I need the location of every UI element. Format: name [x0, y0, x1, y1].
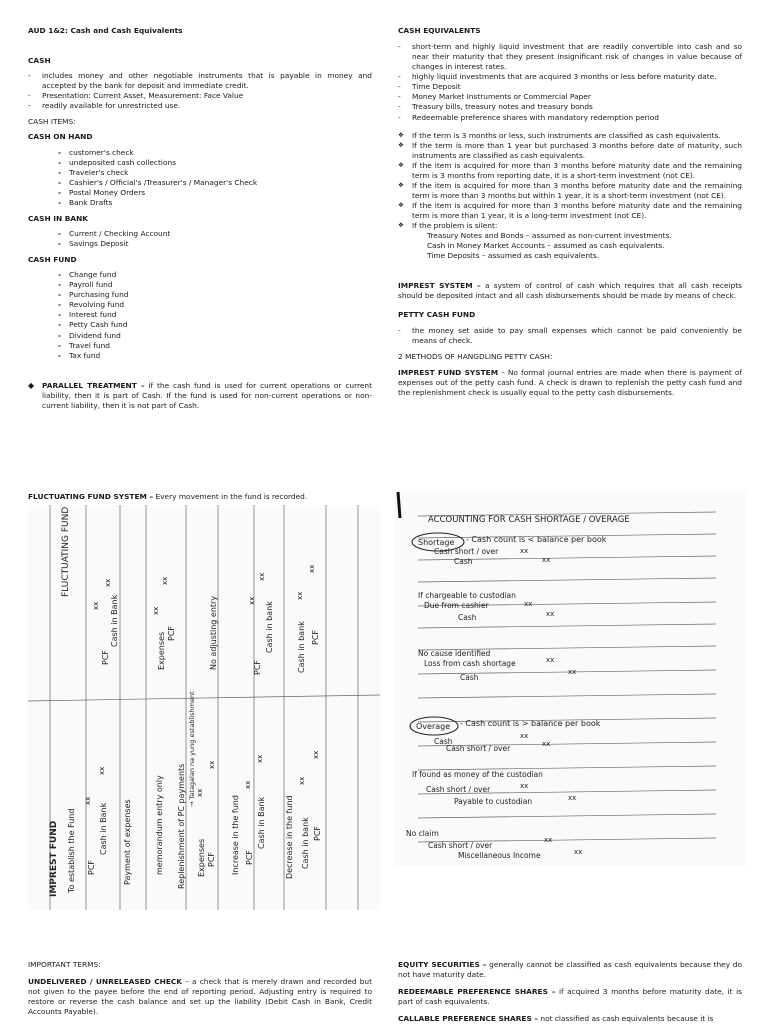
imprest-entry-1-cr-amount: xx: [98, 766, 106, 775]
fluct-entry-1-dr: PCF: [101, 649, 110, 665]
parallel-treatment-term: PARALLEL TREATMENT –: [42, 380, 145, 390]
fluctuating-text: Every movement in the fund is recorded.: [153, 492, 308, 501]
found-dr-amount: xx: [520, 782, 529, 790]
imprest-entry-5-cr-amount: xx: [256, 754, 264, 763]
list-item: - Redeemable preference shares with mandatory redemption period: [398, 113, 742, 123]
fluct-entry-1-cr: Cash in Bank: [110, 594, 119, 647]
shortage-cr: Cash: [454, 557, 473, 566]
notes-fund-systems-drawing: [28, 505, 380, 910]
list-item: - Savings Deposit: [58, 239, 372, 249]
list-item: ❖ If the item is acquired for more than 3 months before maturity date and the remaining term is more than 3 months but within 1 year, it is a short-term investment (not CE).: [398, 181, 742, 201]
callable-term: CALLABLE PREFERENCE SHARES –: [398, 1014, 539, 1024]
petty-cash-list: [398, 326, 742, 346]
imprest-fund-system: [398, 368, 742, 398]
cash-fund-heading: CASH FUND: [28, 255, 77, 265]
list-item: - Revolving fund: [58, 300, 372, 310]
fluct-entry-4-dr-amount: xx: [248, 596, 256, 605]
undelivered-check: [28, 977, 372, 1017]
cash-equivalent-rules: [398, 131, 742, 232]
imprest-entry-5-dr: PCF: [245, 849, 254, 865]
list-item: ❖ If the item is acquired for more than 3 months before maturity date and the remaining term is 3 months from reporting date, it is a short-term investment (not CE).: [398, 161, 742, 181]
imprest-fund-term: IMPREST FUND SYSTEM: [398, 367, 499, 377]
fluct-entry-4-cr: Cash in bank: [265, 601, 274, 653]
callable-text: not classified as cash equivalents because it is: [538, 1014, 714, 1024]
shortage-cr-amount: xx: [542, 556, 551, 564]
cash-in-bank-list: [28, 229, 372, 249]
noclaim-head: No claim: [406, 829, 439, 838]
imprest-margin-note: → Tatagalan na yung establishment: [188, 691, 196, 807]
found-dr: Cash short / over: [426, 785, 491, 794]
list-item: - customer's check: [58, 148, 372, 158]
equity-term: EQUITY SECURITIES –: [398, 960, 487, 969]
right-column: [398, 26, 742, 398]
left-column: [28, 26, 372, 411]
shortage-label: Shortage: [418, 538, 455, 547]
page-title: AUD 1&2: Cash and Cash Equivalents: [28, 26, 183, 35]
fluct-entry-5-cr: PCF: [311, 629, 320, 645]
nocause-dr-amount: xx: [546, 656, 555, 664]
imprest-entry-2-head: Payment of expenses: [123, 799, 132, 885]
imprest-entry-4-cr-amount: xx: [208, 760, 216, 769]
redeemable-term: REDEEMABLE PREFERENCE SHARES –: [398, 987, 556, 997]
list-item: ❖ If the item is acquired for more than 3 months before maturity date and the remaining term is more than 1 year, it is a long-term investment (not CE).: [398, 201, 742, 221]
noclaim-cr-amount: xx: [574, 848, 583, 856]
list-item: - undeposited cash collections: [58, 158, 372, 168]
list-item: - Treasury bills, treasury notes and treasury bonds: [398, 102, 742, 112]
redeemable-text: if acquired 3 months before maturity date, it is part of cash equivalents.: [398, 987, 742, 1007]
fluct-entry-5-cr-amount: xx: [308, 564, 316, 573]
imprest-entry-5-head: Increase in the fund: [231, 795, 240, 875]
found-head: If found as money of the custodian: [412, 770, 543, 779]
fluct-entry-1-dr-amount: xx: [92, 601, 100, 610]
list-item: - short-term and highly liquid investment that are readily convertible into cash and so near their maturity that they present insignificant risk of changes in value because of changes in interest rates.: [398, 42, 742, 72]
custodian-dr: Due from cashier: [424, 601, 489, 610]
redeemable-preference: [398, 987, 742, 1007]
cash-on-hand-heading: CASH ON HAND: [28, 132, 93, 142]
nocause-cr-amount: xx: [568, 668, 577, 676]
imprest-entry-6-dr: Cash in bank: [301, 817, 310, 869]
overage-cr-amount: xx: [542, 740, 551, 748]
list-item: - the money set aside to pay small expenses which cannot be paid conveniently be means of check.: [398, 326, 742, 346]
callable-preference: [398, 1014, 742, 1024]
silent-assumptions: [398, 231, 742, 261]
list-item: - highly liquid investments that are acquired 3 months or less before maturity date.: [398, 72, 742, 82]
list-item: - Purchasing fund: [58, 290, 372, 300]
important-terms: [28, 960, 372, 1017]
undelivered-text: – a check that is merely drawn and recorded but not given to the payee before the end of reporting period. Adjusting entry is required to restore or reverse the cash balance and set up the liability (Debit Cash in Bank, Credit Accounts Payable).: [28, 977, 373, 1017]
fluct-entry-2-dr: Expenses: [157, 631, 166, 670]
imprest-system: [398, 281, 742, 301]
fluct-entry-4-dr: PCF: [253, 659, 262, 675]
cash-on-hand-list: [28, 148, 372, 208]
nocause-head: No cause identified: [418, 649, 491, 658]
list-item: Cash in Money Market Accounts – assumed as cash equivalents.: [427, 241, 665, 251]
fluct-entry-2-cr: PCF: [167, 625, 176, 641]
list-item: Treasury Notes and Bonds – assumed as non-current investments.: [427, 231, 672, 241]
list-item: - Payroll fund: [58, 280, 372, 290]
noclaim-dr-amount: xx: [544, 836, 553, 844]
fluct-entry-4-cr-amount: xx: [258, 572, 266, 581]
imprest-system-text: a system of control of cash which requires that all cash receipts should be deposited intact and all cash disbursements should be made by means of check.: [398, 281, 742, 301]
custodian-cr-amount: xx: [546, 610, 555, 618]
shortage-dr-amount: xx: [520, 547, 529, 555]
parallel-treatment-text: if the cash fund is used for current operations or current liability, then it is part of Cash. If the fund is used for non-current operations or non-current liability, then it is not part of Cash.: [42, 380, 372, 410]
imprest-entry-4-dr: Expenses: [197, 838, 206, 877]
imprest-entry-1-cr: Cash in Bank: [99, 802, 108, 855]
fluct-entry-3-dr: No adjusting entry: [209, 595, 218, 670]
list-item: - Tax fund: [58, 351, 372, 361]
notes-right-title: ACCOUNTING FOR CASH SHORTAGE / OVERAGE: [428, 515, 630, 525]
noclaim-dr: Cash short / over: [428, 841, 493, 850]
imprest-entry-6-dr-amount: xx: [298, 776, 306, 785]
imprest-entry-1-head: To establish the Fund: [67, 808, 76, 893]
list-item: ❖ If the problem is silent:: [398, 221, 742, 231]
cash-equivalents-heading: CASH EQUIVALENTS: [398, 26, 481, 35]
overage-label: Overage: [416, 722, 451, 731]
overage-dr: Cash: [434, 737, 453, 746]
imprest-entry-6-cr-amount: xx: [312, 750, 320, 759]
fluct-entry-2-cr-amount: xx: [161, 576, 169, 585]
custodian-head: If chargeable to custodian: [418, 591, 516, 600]
imprest-entry-1-dr: PCF: [87, 859, 96, 875]
fluct-entry-2-dr-amount: xx: [152, 606, 160, 615]
cash-heading: CASH: [28, 56, 51, 66]
list-item: - Money Market Instruments or Commercial Paper: [398, 92, 742, 102]
overage-cr: Cash short / over: [446, 744, 511, 753]
imprest-entry-5-cr: Cash in Bank: [257, 796, 266, 849]
list-item: - Change fund: [58, 270, 372, 280]
overage-rule: - Cash count is > balance per book: [460, 719, 601, 728]
imprest-entry-5-dr-amount: xx: [244, 780, 252, 789]
list-item: - Time Deposit: [398, 82, 742, 92]
imprest-entry-4-head: Replenishment of PC payments: [177, 763, 186, 889]
imprest-entry-3-head: memorandum entry only: [155, 775, 164, 875]
petty-cash-heading: PETTY CASH FUND: [398, 309, 476, 319]
list-item: - includes money and other negotiable instruments that is payable in money and accepted by the bank for deposit and immediate credit.: [28, 71, 372, 91]
shortage-dr: Cash short / over: [434, 547, 499, 556]
notes-left-imprest-title: IMPREST FUND: [49, 820, 59, 897]
fluct-entry-5-dr-amount: xx: [296, 591, 304, 600]
imprest-entry-6-head: Decrease in the fund: [285, 795, 294, 879]
fluctuating-fund-system: [28, 492, 372, 502]
list-item: ❖ If the term is more than 1 year but purchased 3 months before date of maturity, such instruments are classified as cash equivalents.: [398, 141, 742, 161]
noclaim-cr: Miscellaneous Income: [458, 851, 541, 860]
list-item: - Travel fund: [58, 341, 372, 351]
fluct-entry-5-dr: Cash in bank: [297, 621, 306, 673]
handwritten-notes-fund-systems: [28, 505, 380, 910]
notes-shortage-drawing: [394, 492, 746, 866]
list-item: - Traveler's check: [58, 168, 372, 178]
found-cr-amount: xx: [568, 794, 577, 802]
equity-securities: [398, 960, 742, 980]
shortage-rule: - Cash count is < balance per book: [466, 535, 607, 544]
fluctuating-term: FLUCTUATING FUND SYSTEM –: [28, 492, 154, 501]
list-item: Time Deposits – assumed as cash equivalents.: [427, 251, 600, 261]
cash-in-bank-heading: CASH IN BANK: [28, 213, 88, 223]
list-item: - Presentation: Current Asset, Measurement: Face Value: [28, 91, 372, 101]
imprest-entry-4-dr-amount: xx: [196, 788, 204, 797]
imprest-entry-6-cr: PCF: [313, 825, 322, 841]
cash-equivalents-list: [398, 42, 742, 123]
equity-text: generally cannot be classified as cash equivalents because they do not have maturity date.: [398, 960, 742, 980]
list-item: - Petty Cash fund: [58, 320, 372, 330]
imprest-entry-1-dr-amount: xx: [84, 796, 92, 805]
security-terms: [398, 960, 742, 1024]
list-item: - Dividend fund: [58, 331, 372, 341]
methods-label: 2 METHODS OF HANGDLING PETTY CASH:: [398, 351, 553, 361]
found-cr: Payable to custodian: [454, 797, 533, 806]
list-item: ❖ If the term is 3 months or less, such instruments are classified as cash equivalents.: [398, 131, 742, 141]
imprest-system-term: IMPREST SYSTEM –: [398, 281, 481, 291]
fluct-entry-1-cr-amount: xx: [104, 578, 112, 587]
list-item: - Current / Checking Account: [58, 229, 372, 239]
imprest-entry-4-cr: PCF: [207, 851, 216, 867]
important-terms-label: IMPORTANT TERMS:: [28, 960, 101, 969]
parallel-treatment: [28, 381, 372, 411]
handwritten-notes-shortage-overage: [394, 492, 746, 866]
list-item: - readily available for unrestricted use.: [28, 101, 372, 111]
cash-fund-list: [28, 270, 372, 361]
nocause-dr: Loss from cash shortage: [424, 659, 516, 668]
undelivered-term: UNDELIVERED / UNRELEASED CHECK: [28, 977, 183, 987]
list-item: - Interest fund: [58, 310, 372, 320]
cash-items-label: CASH ITEMS:: [28, 117, 76, 127]
list-item: - Cashier's / Official's /Treasurer's / Manager's Check: [58, 178, 372, 188]
overage-dr-amount: xx: [520, 732, 529, 740]
notes-left-title: FLUCTUATING FUND (SYSTEM): [61, 505, 71, 597]
custodian-dr-amount: xx: [524, 600, 533, 608]
list-item: - Postal Money Orders: [58, 188, 372, 198]
custodian-cr: Cash: [458, 613, 477, 622]
list-item: - Bank Drafts: [58, 198, 372, 208]
cash-list: [28, 71, 372, 111]
nocause-cr: Cash: [460, 673, 479, 682]
imprest-fund-text: – No formal journal entries are made when there is payment of expenses out of the petty cash fund. A check is drawn to replenish the petty cash fund and the replenishment check is usually equal to the petty cash disbursements.: [398, 367, 742, 397]
